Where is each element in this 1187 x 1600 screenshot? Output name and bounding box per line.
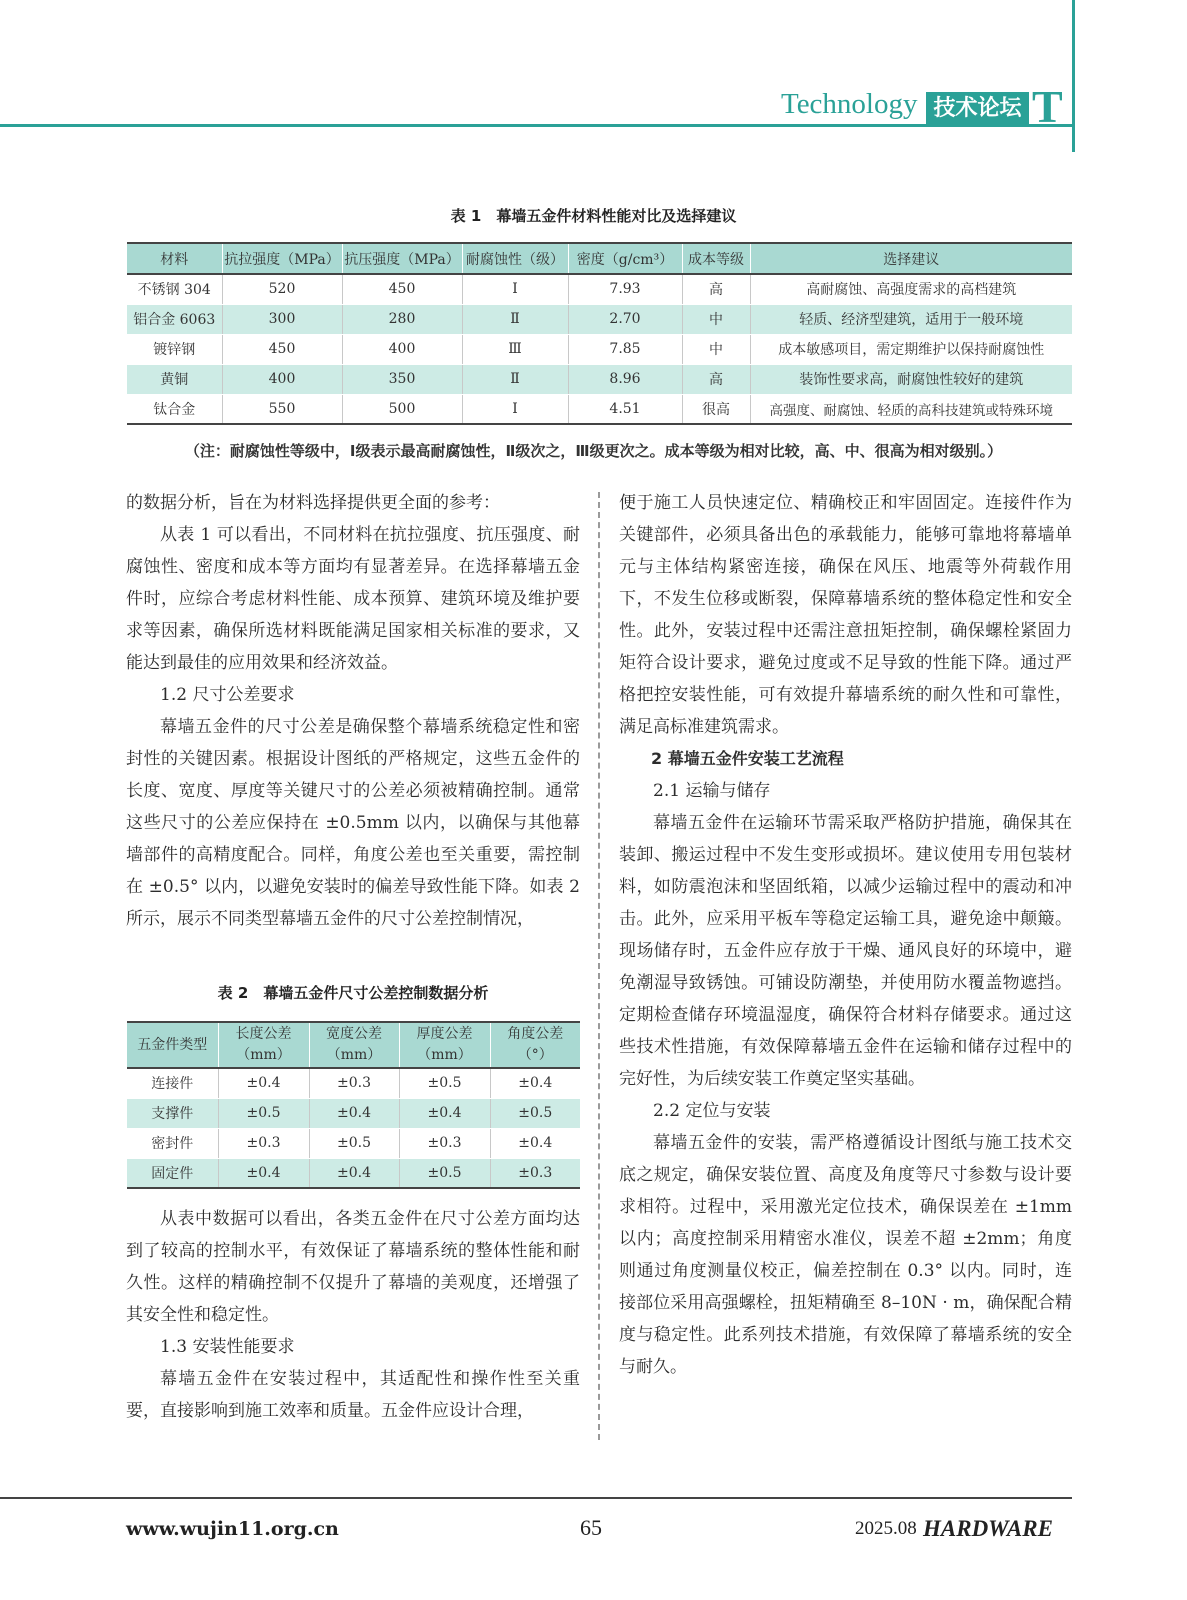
table-cell: ±0.4 [399, 1098, 490, 1128]
table-cell: 支撑件 [127, 1098, 218, 1128]
table-cell: 520 [222, 274, 342, 304]
table-cell: 成本敏感项目，需定期维护以保持耐腐蚀性 [750, 334, 1072, 364]
table2-header [490, 1022, 580, 1068]
table1-header: 成本等级 [682, 243, 750, 274]
paragraph: 幕墙五金件在运输环节需采取严格防护措施，确保其在装卸、搬运过程中不发生变形或损坏。建议使用专用包装材料，如防震泡沫和坚固纸箱，以减少运输过程中的震动和冲击。此外，应采用平板车等稳定运输工具，避免途中颠簸。现场储存时，五金件应存放于干燥、通风良好的环境中，避免潮湿导致锈蚀。可铺设防潮垫，并使用防水覆盖物遮挡。定期检查储存环境温湿度，确保符合材料存储要求。通过这些技术性措施，有效保障幕墙五金件在运输和储存过程中的完好性，为后续安装工作奠定坚实基础。 [619, 813, 1072, 1089]
table-cell: 很高 [682, 394, 750, 424]
paragraph: 幕墙五金件的安装，需严格遵循设计图纸与施工技术交底之规定，确保安装位置、高度及角度等尺寸参数与设计要求相符。过程中，采用激光定位技术，确保误差在 ±1mm 以内；高度控制采用精密水准仪，误差不超 ±2mm；角度则通过角度测量仪校正，偏差控制在 0.3° 以内。同时，连接部位采用高强螺栓，扭矩精确至 8–10N · m，确保配合精度与稳定性。此系列技术措施，有效保障了幕墙系统的安全与耐久。 [619, 1133, 1072, 1377]
table-cell: 钛合金 [127, 394, 222, 424]
subsection-heading: 2.1 运输与储存 [653, 781, 771, 801]
table-cell: 450 [342, 274, 462, 304]
table-cell: 高 [682, 274, 750, 304]
table1-header: 选择建议 [750, 243, 1072, 274]
paragraph: 的数据分析，旨在为材料选择提供更全面的参考： [126, 493, 500, 513]
left-column-top [126, 487, 580, 935]
table2-header-l1: 宽度公差 [326, 1026, 382, 1042]
tolerance-table [127, 1021, 580, 1189]
issue-date: 2025.08 [855, 1518, 917, 1539]
table-cell: 高 [682, 364, 750, 394]
table-cell: ±0.4 [218, 1158, 309, 1188]
paragraph: 幕墙五金件的尺寸公差是确保整个幕墙系统稳定性和密封性的关键因素。根据设计图纸的严格规定，这些五金件的长度、宽度、厚度等关键尺寸的公差必须被精确控制。通常这些尺寸的公差应保持在 ±0.5mm 以内，以确保与其他幕墙部件的高精度配合。同样，角度公差也至关重要，需控制在 ±0.5° 以内，以避免安装时的偏差导致性能下降。如表 2 所示，展示不同类型幕墙五金件的尺寸公差控制情况， [126, 717, 580, 929]
table-cell: ±0.4 [309, 1098, 399, 1128]
table-row [127, 1128, 580, 1158]
table2-header [399, 1022, 490, 1068]
table-cell: ±0.3 [309, 1068, 399, 1098]
table-cell: 镀锌钢 [127, 334, 222, 364]
table-cell: Ⅰ [462, 394, 568, 424]
table2-header-l1: 角度公差 [507, 1026, 564, 1042]
header-vertical-rule [1072, 0, 1075, 152]
table-cell: ±0.3 [490, 1158, 580, 1188]
table-cell: 铝合金 6063 [127, 304, 222, 334]
section-heading: 2 幕墙五金件安装工艺流程 [651, 749, 844, 768]
table2-header-l1: 五金件类型 [137, 1037, 208, 1053]
table1-header: 抗压强度（MPa） [342, 243, 462, 274]
header-technology: Technology [781, 88, 918, 120]
table-cell: ±0.5 [309, 1128, 399, 1158]
table-cell: ±0.5 [490, 1098, 580, 1128]
table-cell: 550 [222, 394, 342, 424]
table-cell: 装饰性要求高，耐腐蚀性较好的建筑 [750, 364, 1072, 394]
subsection-heading: 1.3 安装性能要求 [160, 1337, 295, 1357]
material-table [127, 242, 1072, 425]
table-cell: 7.85 [568, 334, 682, 364]
table-cell: Ⅲ [462, 334, 568, 364]
table-cell: 黄铜 [127, 364, 222, 394]
table2-header-l1: 厚度公差 [416, 1026, 473, 1042]
footer-rule [0, 1497, 1072, 1499]
magazine-name: HARDWARE [923, 1516, 1053, 1541]
table-cell: 8.96 [568, 364, 682, 394]
table1-caption: 表 1 幕墙五金件材料性能对比及选择建议 [450, 207, 737, 225]
table-row [127, 1158, 580, 1188]
subsection-heading: 1.2 尺寸公差要求 [160, 685, 295, 705]
table-cell: ±0.5 [399, 1158, 490, 1188]
table-cell: 4.51 [568, 394, 682, 424]
table2-header [218, 1022, 309, 1068]
table2-header-l2: （mm） [417, 1047, 472, 1063]
left-column-bottom [126, 1203, 580, 1427]
table-cell: 450 [222, 334, 342, 364]
table-cell: 500 [342, 394, 462, 424]
table2-header-l2: （mm） [236, 1047, 291, 1063]
table-cell: 7.93 [568, 274, 682, 304]
table1-header: 密度（g/cm³） [568, 243, 682, 274]
table2-header-l2: （mm） [326, 1047, 382, 1063]
table1-header: 材料 [127, 243, 222, 274]
table2-header [309, 1022, 399, 1068]
table-row [127, 304, 1072, 334]
table2-header [127, 1022, 218, 1068]
table-cell: 连接件 [127, 1068, 218, 1098]
table2-header-l1: 长度公差 [235, 1026, 292, 1042]
table-cell: 280 [342, 304, 462, 334]
table-cell: Ⅱ [462, 364, 568, 394]
page-number: 65 [580, 1515, 602, 1540]
table-cell: 300 [222, 304, 342, 334]
table-cell: 400 [342, 334, 462, 364]
table1-header: 耐腐蚀性（级） [462, 243, 568, 274]
column-divider [598, 492, 600, 1440]
table-cell: 400 [222, 364, 342, 394]
table-cell: 350 [342, 364, 462, 394]
paragraph: 幕墙五金件在安装过程中，其适配性和操作性至关重要，直接影响到施工效率和质量。五金件应设计合理， [126, 1369, 580, 1421]
table-cell: ±0.4 [309, 1158, 399, 1188]
table-row [127, 1068, 580, 1098]
table-cell: ±0.3 [218, 1128, 309, 1158]
paragraph: 便于施工人员快速定位、精确校正和牢固固定。连接件作为关键部件，必须具备出色的承载能力，能够可靠地将幕墙单元与主体结构紧密连接，确保在风压、地震等外荷载作用下，不发生位移或断裂，保障幕墙系统的整体稳定性和安全性。此外，安装过程中还需注意扭矩控制，确保螺栓紧固力矩符合设计要求，避免过度或不足导致的性能下降。通过严格把控安装性能，可有效提升幕墙系统的耐久性和可靠性，满足高标准建筑需求。 [619, 493, 1072, 737]
header-rule [0, 124, 1073, 127]
table-row [127, 1098, 580, 1128]
table-cell: Ⅱ [462, 304, 568, 334]
table-cell: ±0.4 [490, 1068, 580, 1098]
paragraph: 从表 1 可以看出，不同材料在抗拉强度、抗压强度、耐腐蚀性、密度和成本等方面均有显著差异。在选择幕墙五金件时，应综合考虑材料性能、成本预算、建筑环境及维护要求等因素，确保所选材料既能满足国家相关标准的要求，又能达到最佳的应用效果和经济效益。 [126, 525, 580, 673]
table-cell: 中 [682, 304, 750, 334]
paragraph: 从表中数据可以看出，各类五金件在尺寸公差方面均达到了较高的控制水平，有效保证了幕墙系统的整体性能和耐久性。这样的精确控制不仅提升了幕墙的美观度，还增强了其安全性和稳定性。 [126, 1209, 580, 1325]
table-cell: 密封件 [127, 1128, 218, 1158]
table1-header: 抗拉强度（MPa） [222, 243, 342, 274]
table-row [127, 334, 1072, 364]
table-cell: 固定件 [127, 1158, 218, 1188]
table-cell: ±0.4 [490, 1128, 580, 1158]
table2-header-l2: （°） [517, 1047, 553, 1063]
table-cell: ±0.5 [399, 1068, 490, 1098]
table2-caption: 表 2 幕墙五金件尺寸公差控制数据分析 [217, 984, 489, 1002]
table-cell: 轻质、经济型建筑，适用于一般环境 [750, 304, 1072, 334]
table-cell: ±0.5 [218, 1098, 309, 1128]
table-cell: 高强度、耐腐蚀、轻质的高科技建筑或特殊环境 [750, 394, 1072, 424]
table-row [127, 274, 1072, 304]
table-cell: ±0.4 [218, 1068, 309, 1098]
table1-note: （注：耐腐蚀性等级中，Ⅰ级表示最高耐腐蚀性，Ⅱ级次之，Ⅲ级更次之。成本等级为相对比较，高、中、很高为相对级别。） [184, 442, 1003, 460]
right-column [619, 487, 1072, 1383]
table-cell: Ⅰ [462, 274, 568, 304]
table-row [127, 394, 1072, 424]
subsection-heading: 2.2 定位与安装 [653, 1101, 771, 1121]
header-letter-logo: T [1032, 81, 1063, 132]
table-cell: 不锈钢 304 [127, 274, 222, 304]
table-cell: ±0.3 [399, 1128, 490, 1158]
header-section-label: 技术论坛 [926, 92, 1029, 126]
table-cell: 中 [682, 334, 750, 364]
table-row [127, 364, 1072, 394]
table-cell: 2.70 [568, 304, 682, 334]
table-cell: 高耐腐蚀、高强度需求的高档建筑 [750, 274, 1072, 304]
footer-url: www.wujin11.org.cn [126, 1518, 339, 1540]
